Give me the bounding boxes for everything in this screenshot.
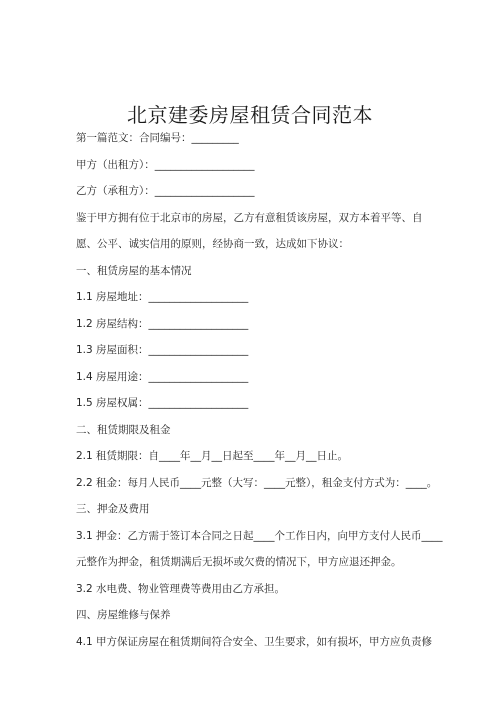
clause-2-2: 2.2 租金：每月人民币____元整（大写：____元整），租金支付方式为：____。 bbox=[76, 476, 438, 489]
clause-1-5: 1.5 房屋权属：___________________ bbox=[76, 397, 249, 409]
clause-3-1: 3.1 押金：乙方需于签订本合同之日起____个工作日内，向甲方支付人民币____ bbox=[76, 529, 443, 542]
section-heading-3: 三、押金及费用 bbox=[76, 503, 150, 515]
clause-4-1: 4.1 甲方保证房屋在租赁期间符合安全、卫生要求，如有损坏，甲方应负责修 bbox=[76, 635, 433, 648]
clause-3-1-continued: 元整作为押金，租赁期满后无损坏或欠费的情况下，甲方应退还押金。 bbox=[76, 556, 402, 568]
clause-2-1: 2.1 租赁期限：自____年__月__日起至____年__月__日止。 bbox=[76, 450, 349, 462]
contract-number-line: 第一篇范文：合同编号：_________ bbox=[76, 132, 239, 144]
clause-1-4: 1.4 房屋用途：___________________ bbox=[76, 370, 249, 383]
clause-1-2: 1.2 房屋结构：___________________ bbox=[76, 317, 249, 330]
preamble-line-1: 鉴于甲方拥有位于北京市的房屋，乙方有意租赁该房屋，双方本着平等、自 bbox=[76, 211, 423, 224]
clause-1-3: 1.3 房屋面积：___________________ bbox=[76, 344, 249, 356]
party-a-line: 甲方（出租方）：___________________ bbox=[76, 158, 255, 171]
section-heading-4: 四、房屋维修与保养 bbox=[76, 609, 171, 621]
clause-3-2: 3.2 水电费、物业管理费等费用由乙方承担。 bbox=[76, 582, 286, 595]
document-title: 北京建委房屋租赁合同范本 bbox=[127, 103, 373, 128]
document-body bbox=[76, 125, 443, 655]
section-heading-1: 一、租赁房屋的基本情况 bbox=[76, 264, 192, 277]
section-heading-2: 二、租赁期限及租金 bbox=[76, 423, 171, 436]
preamble-line-2: 愿、公平、诚实信用的原则，经协商一致，达成如下协议： bbox=[76, 238, 349, 250]
clause-1-1: 1.1 房屋地址：___________________ bbox=[76, 291, 249, 303]
party-b-line: 乙方（承租方）：___________________ bbox=[76, 185, 255, 197]
